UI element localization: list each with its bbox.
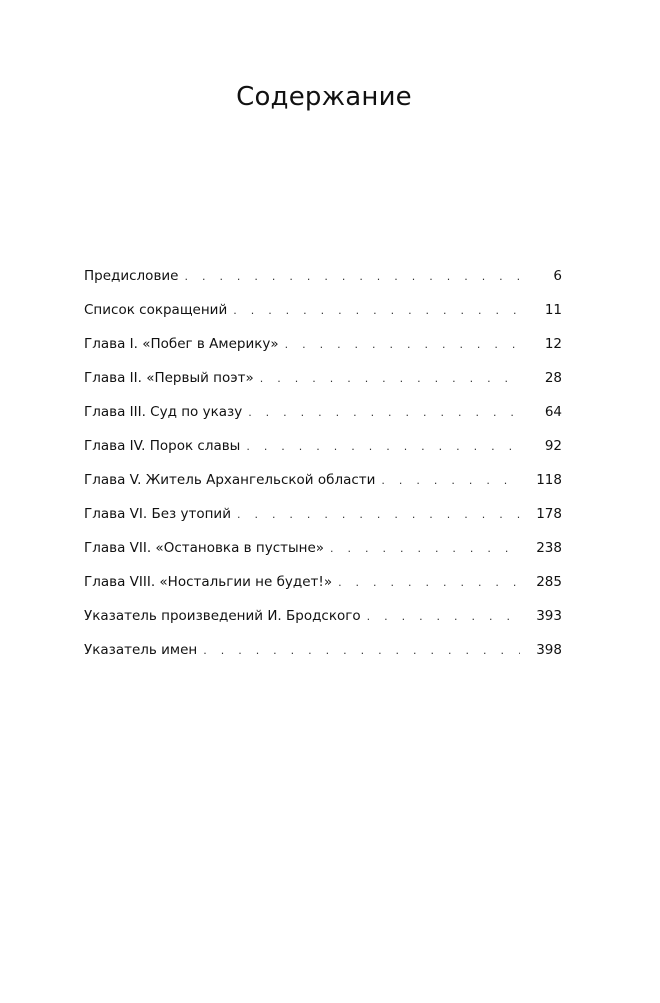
dot-leader [246, 433, 520, 461]
toc-entry-page-number: 11 [544, 302, 562, 318]
toc-entry-chapter-5[interactable] [84, 466, 562, 500]
table-of-contents [84, 262, 562, 670]
toc-entry-label: Глава VIII. «Ностальгии не будет!» [84, 574, 333, 590]
toc-entry-label: Глава VI. Без утопий [84, 506, 231, 522]
page-title: Содержание [236, 82, 412, 112]
toc-entry-abbreviations[interactable] [84, 296, 562, 330]
toc-entry-label: Указатель произведений И. Бродского [84, 608, 361, 624]
toc-entry-page-number: 64 [544, 404, 562, 420]
toc-entry-page-number: 285 [536, 574, 562, 590]
toc-entry-label: Указатель имен [84, 642, 198, 658]
toc-entry-page-number: 393 [536, 608, 562, 624]
toc-entry-chapter-7[interactable] [84, 534, 562, 568]
toc-entry-chapter-6[interactable] [84, 500, 562, 534]
toc-entry-chapter-4[interactable] [84, 432, 562, 466]
dot-leader [367, 603, 520, 631]
toc-entry-page-number: 12 [544, 336, 562, 352]
dot-leader [285, 331, 520, 359]
dot-leader [237, 501, 520, 529]
toc-entry-label: Глава IV. Порок славы [84, 438, 241, 454]
dot-leader [260, 365, 520, 393]
toc-entry-chapter-8[interactable] [84, 568, 562, 602]
toc-entry-page-number: 238 [536, 540, 562, 556]
toc-entry-label: Предисловие [84, 268, 179, 284]
toc-entry-label: Список сокращений [84, 302, 228, 318]
toc-entry-label: Глава VII. «Остановка в пустыне» [84, 540, 325, 556]
toc-entry-page-number: 118 [536, 472, 562, 488]
toc-entry-page-number: 178 [536, 506, 562, 522]
toc-entry-names-index[interactable] [84, 636, 562, 670]
toc-entry-label: Глава II. «Первый поэт» [84, 370, 254, 386]
dot-leader [330, 535, 520, 563]
dot-leader [381, 467, 520, 495]
toc-entry-chapter-2[interactable] [84, 364, 562, 398]
toc-entry-page-number: 28 [544, 370, 562, 386]
toc-entry-chapter-3[interactable] [84, 398, 562, 432]
dot-leader [203, 637, 520, 665]
toc-entry-page-number: 92 [544, 438, 562, 454]
dot-leader [248, 399, 520, 427]
toc-entry-preface[interactable] [84, 262, 562, 296]
toc-entry-label: Глава I. «Побег в Америку» [84, 336, 279, 352]
toc-entry-page-number: 398 [536, 642, 562, 658]
toc-entry-chapter-1[interactable] [84, 330, 562, 364]
dot-leader [338, 569, 520, 597]
dot-leader [233, 297, 520, 325]
toc-entry-works-index[interactable] [84, 602, 562, 636]
toc-entry-label: Глава III. Суд по указу [84, 404, 243, 420]
dot-leader [184, 263, 520, 291]
toc-entry-label: Глава V. Житель Архангельской области [84, 472, 376, 488]
toc-entry-page-number: 6 [553, 268, 562, 284]
